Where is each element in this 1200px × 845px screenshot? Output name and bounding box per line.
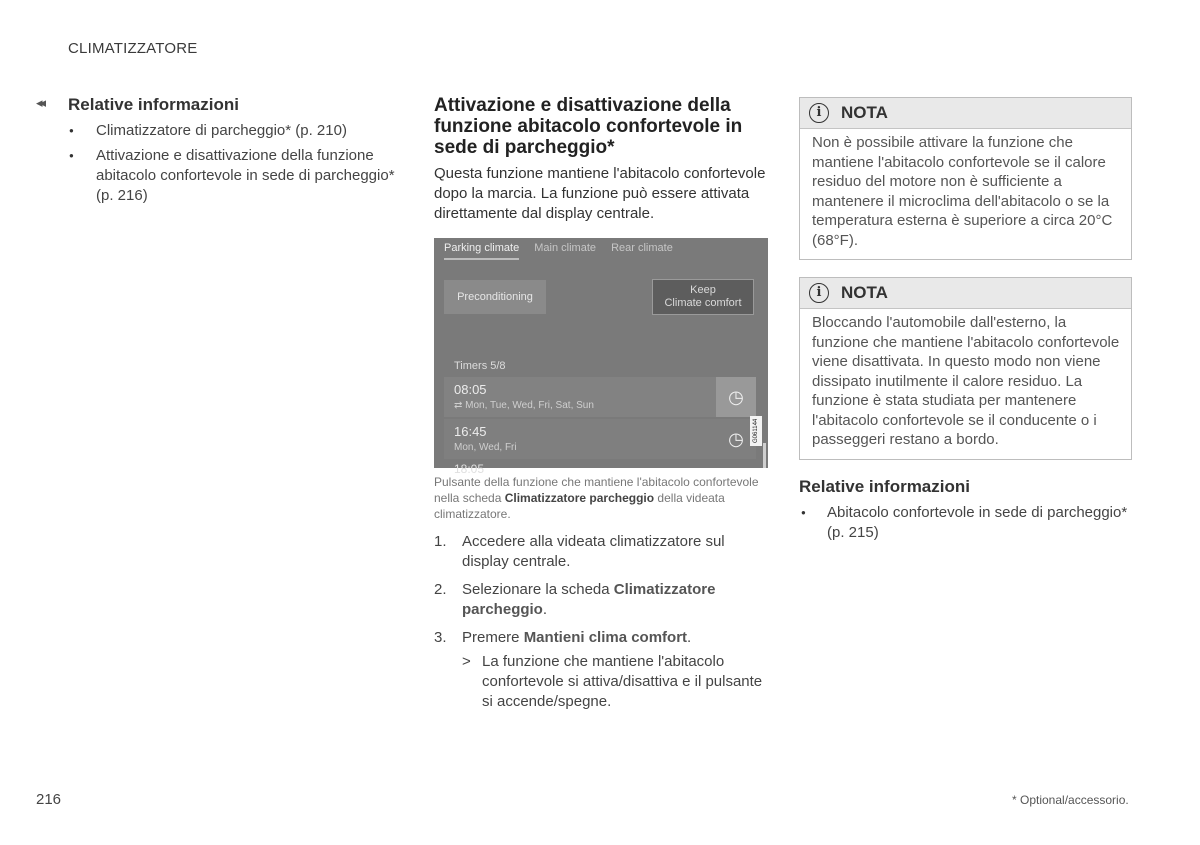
timer-row <box>444 419 756 459</box>
step-number: 3. <box>434 629 447 646</box>
note-body: Bloccando l'automobile dall'esterno, la funzione che mantiene l'abitacolo confortevole viene disattivata. In questo modo non viene dissipato inutilmente il calore residuo. La funzione è stata studiata per mantenere l'abitacolo confortevole se il conducente o i passeggeri restano a bordo. <box>812 314 1120 448</box>
section-header: CLIMATIZZATORE <box>68 40 198 57</box>
note-header <box>800 278 1131 309</box>
info-icon: i <box>809 103 829 123</box>
partial-timer-time: 18:05 <box>454 462 485 476</box>
note-header <box>800 98 1131 129</box>
step-bold: Mantieni clima comfort <box>523 629 688 646</box>
step <box>434 580 768 620</box>
caption-text-end: della videata climatizzatore. <box>434 491 725 521</box>
main-article <box>434 95 768 720</box>
tab-parking-climate: Parking climate <box>444 242 519 260</box>
related-info-left <box>36 95 406 211</box>
info-icon: i <box>809 283 829 303</box>
step-number: 2. <box>434 581 447 598</box>
step-text-end: . <box>542 601 548 618</box>
climate-tabs <box>444 242 685 260</box>
result-arrow: > <box>462 653 471 670</box>
steps-list <box>434 532 768 712</box>
article-intro: Questa funzione mantiene l'abitacolo confortevole dopo la marcia. La funzione può essere attivata direttamente dal display centrale. <box>434 165 766 222</box>
related-link[interactable]: ● Climatizzatore di parcheggio* (p. 210) <box>36 121 406 141</box>
timer-days: ⇄ Mon, Tue, Wed, Fri, Sat, Sun <box>454 400 594 411</box>
note-title: NOTA <box>841 283 888 302</box>
timers-label: Timers 5/8 <box>454 360 506 372</box>
step-result <box>462 652 768 712</box>
notes-column <box>799 97 1132 548</box>
timer-row <box>444 377 756 417</box>
caption-text: Pulsante della funzione che mantiene l'abitacolo confortevole nella scheda <box>434 475 759 505</box>
timer-time: 08:05 <box>454 382 487 397</box>
image-caption <box>434 474 768 522</box>
keep-climate-comfort-button <box>652 279 754 315</box>
step-bold: Climatizzatore parcheggio <box>462 581 716 618</box>
timer-icon: ◷ <box>728 429 744 449</box>
note-title: NOTA <box>841 103 888 122</box>
article-title: Attivazione e disattivazione della funzione abitacolo confortevole in sede di parcheggio* <box>434 95 743 158</box>
result-text: La funzione che mantiene l'abitacolo confortevole si attiva/disattiva e il pulsante si accende/spegne. <box>482 653 763 710</box>
related-links <box>799 503 1132 543</box>
timer-time: 16:45 <box>454 424 487 439</box>
scrollbar-indicator <box>763 443 766 468</box>
step <box>434 532 768 572</box>
climate-comfort-label: Climate comfort <box>664 297 742 309</box>
keep-label: Keep <box>690 284 716 296</box>
step-text: Premere <box>462 629 524 646</box>
caption-bold: Climatizzatore parcheggio <box>504 491 655 505</box>
tab-main-climate: Main climate <box>534 242 597 254</box>
image-code: G061144 <box>750 416 762 446</box>
note-box <box>799 97 1132 260</box>
note-box <box>799 277 1132 460</box>
timer-icon: ◷ <box>716 377 756 417</box>
related-links <box>36 121 406 206</box>
step <box>434 628 768 712</box>
preconditioning-button: Preconditioning <box>444 280 546 314</box>
related-link[interactable]: ● Abitacolo confortevole in sede di parcheggio* (p. 215) <box>799 503 1132 543</box>
step-text-end: . <box>687 629 692 646</box>
page-number: 216 <box>36 791 62 808</box>
step-text: Selezionare la scheda <box>462 581 614 598</box>
footnote: * Optional/accessorio. <box>1012 793 1129 807</box>
climate-screen-illustration <box>434 238 768 476</box>
related-link[interactable]: ● Attivazione e disattivazione della funzione abitacolo confortevole in sede di parcheggio* (p. 216) <box>36 146 406 206</box>
related-heading: Relative informazioni <box>68 95 239 114</box>
tab-rear-climate: Rear climate <box>611 242 673 254</box>
timer-days: Mon, Wed, Fri <box>454 442 517 453</box>
step-number: 1. <box>434 533 447 550</box>
note-body: Non è possibile attivare la funzione che mantiene l'abitacolo confortevole se il calore residuo del motore non è sufficiente a mantenere il microclima dell'abitacolo o se la temperatura esterna è superiore a circa 20°C (68°F). <box>812 134 1113 249</box>
related-heading: Relative informazioni <box>799 476 970 496</box>
back-arrows-icon: ◂◂ <box>36 95 44 110</box>
step-text: Accedere alla videata climatizzatore sul display centrale. <box>462 533 725 570</box>
